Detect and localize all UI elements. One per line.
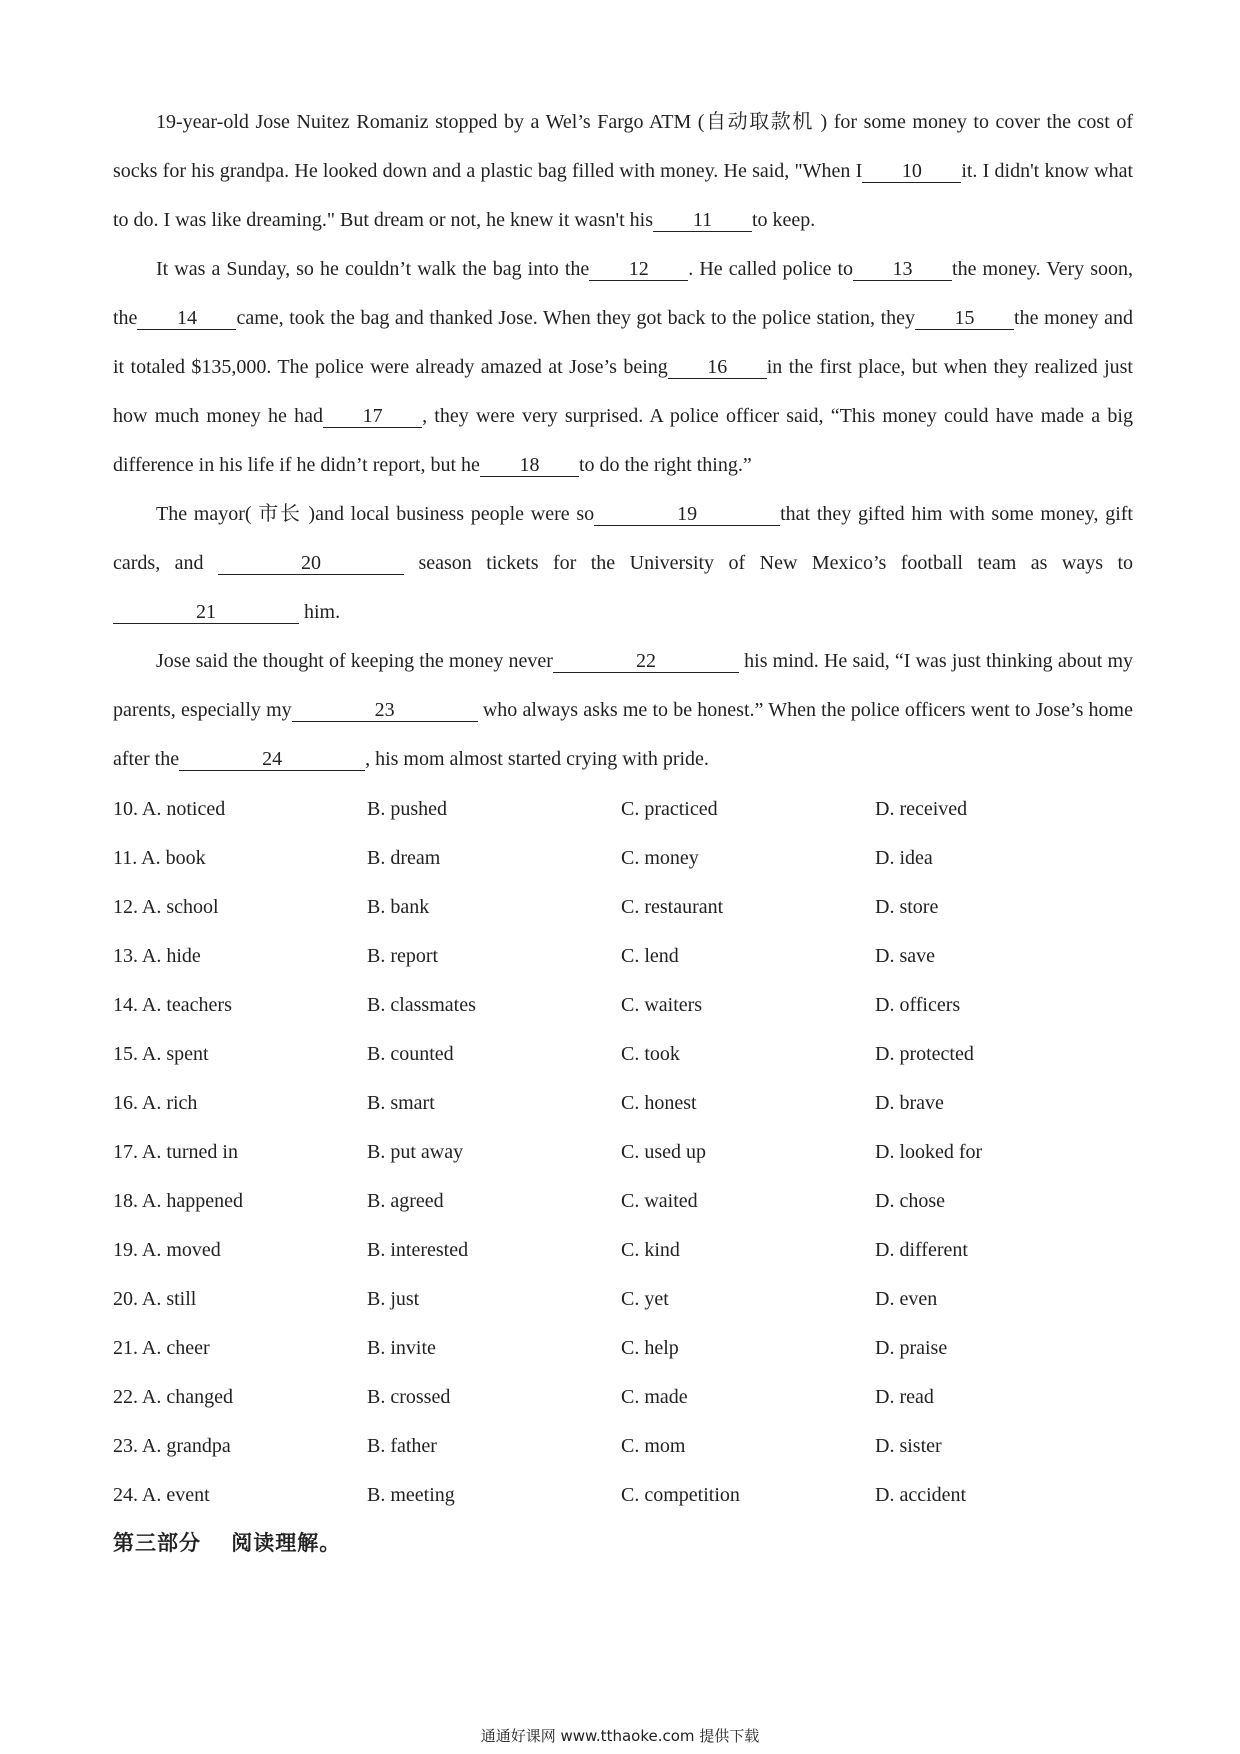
option-d[interactable]: D. officers — [875, 994, 961, 1016]
blank-20[interactable]: 20 — [218, 552, 404, 575]
passage-text: the money. Very soon, the — [113, 258, 1133, 329]
option-c[interactable]: C. lend — [621, 945, 679, 967]
option-d[interactable]: D. sister — [875, 1435, 942, 1457]
passage-paragraph-1 — [113, 98, 1133, 245]
passage-text: it. I didn't know what to do. I was like dreaming." But dream or not, he knew it wasn't his — [113, 160, 1134, 231]
section-title: 第三部分 阅读理解。 — [113, 1531, 342, 1555]
option-d[interactable]: D. different — [875, 1239, 968, 1261]
passage-text: who always asks me to be honest.” When the police officers went to Jose’s home after the — [113, 699, 1133, 770]
option-c[interactable]: C. used up — [621, 1141, 706, 1163]
option-row — [113, 1471, 1133, 1520]
option-b[interactable]: B. pushed — [367, 798, 447, 820]
option-row — [113, 1275, 1133, 1324]
option-a[interactable]: 20. A. still — [113, 1288, 197, 1310]
option-row — [113, 1079, 1133, 1128]
passage-text: Jose said the thought of keeping the money never — [156, 650, 553, 672]
option-row — [113, 1030, 1133, 1079]
passage-text: , they were very surprised. A police officer said, “This money could have made a big difference in his life if he didn’t report, but he — [113, 405, 1133, 476]
option-row — [113, 932, 1133, 981]
option-d[interactable]: D. read — [875, 1386, 934, 1408]
option-row — [113, 1373, 1133, 1422]
option-a[interactable]: 14. A. teachers — [113, 994, 232, 1016]
passage-text: to do the right thing.” — [578, 454, 752, 476]
option-d[interactable]: D. looked for — [875, 1141, 983, 1163]
option-a[interactable]: 18. A. happened — [113, 1190, 243, 1212]
option-b[interactable]: B. father — [367, 1435, 437, 1457]
passage-paragraph-2 — [113, 245, 1133, 490]
option-b[interactable]: B. crossed — [367, 1386, 451, 1408]
option-a[interactable]: 11. A. book — [113, 847, 206, 869]
passage-text: came, took the bag and thanked Jose. When they got back to the police station, they — [236, 307, 916, 329]
option-c[interactable]: C. competition — [621, 1484, 740, 1506]
option-d[interactable]: D. received — [875, 798, 968, 820]
blank-19[interactable]: 19 — [594, 503, 780, 526]
blank-11[interactable]: 11 — [653, 209, 752, 232]
blank-10[interactable]: 10 — [862, 160, 961, 183]
passage-text: , his mom almost started crying with pride. — [365, 748, 709, 770]
option-a[interactable]: 23. A. grandpa — [113, 1435, 231, 1457]
option-b[interactable]: B. dream — [367, 847, 441, 869]
passage-text: that they gifted him with some money, gift cards, and — [113, 503, 1133, 574]
passage-paragraph-3 — [113, 490, 1133, 637]
option-c[interactable]: C. help — [621, 1337, 679, 1359]
option-a[interactable]: 19. A. moved — [113, 1239, 221, 1261]
option-b[interactable]: B. smart — [367, 1092, 435, 1114]
blank-22[interactable]: 22 — [553, 650, 739, 673]
option-b[interactable]: B. counted — [367, 1043, 454, 1065]
blank-23[interactable]: 23 — [292, 699, 478, 722]
option-b[interactable]: B. invite — [367, 1337, 436, 1359]
blank-15[interactable]: 15 — [915, 307, 1014, 330]
option-row — [113, 1177, 1133, 1226]
option-b[interactable]: B. just — [367, 1288, 420, 1310]
option-c[interactable]: C. money — [621, 847, 699, 869]
option-a[interactable]: 10. A. noticed — [113, 798, 226, 820]
passage-text: his mind. He said, “I was just thinking about my parents, especially my — [113, 650, 1134, 721]
option-d[interactable]: D. store — [875, 896, 939, 918]
blank-24[interactable]: 24 — [179, 748, 365, 771]
option-d[interactable]: D. idea — [875, 847, 933, 869]
option-a[interactable]: 12. A. school — [113, 896, 219, 918]
blank-18[interactable]: 18 — [480, 454, 579, 477]
passage-text: It was a Sunday, so he couldn’t walk the bag into the — [156, 258, 590, 280]
option-d[interactable]: D. chose — [875, 1190, 945, 1212]
option-c[interactable]: C. made — [621, 1386, 688, 1408]
page-footer: 通通好课网 www.tthaoke.com 提供下载 — [480, 1727, 760, 1745]
passage-text: The mayor( 市长 )and local business people were so — [156, 503, 595, 525]
option-row — [113, 834, 1133, 883]
passage-text: . He called police to — [688, 258, 854, 280]
option-row — [113, 785, 1133, 834]
option-b[interactable]: B. classmates — [367, 994, 476, 1016]
option-c[interactable]: C. practiced — [621, 798, 718, 820]
option-c[interactable]: C. mom — [621, 1435, 686, 1457]
option-row — [113, 981, 1133, 1030]
blank-12[interactable]: 12 — [589, 258, 688, 281]
option-a[interactable]: 16. A. rich — [113, 1092, 198, 1114]
option-a[interactable]: 17. A. turned in — [113, 1141, 238, 1163]
option-c[interactable]: C. waiters — [621, 994, 703, 1016]
blank-21[interactable]: 21 — [113, 601, 299, 624]
answer-options — [113, 785, 1133, 1520]
option-row — [113, 1324, 1133, 1373]
passage-text: the money and it totaled $135,000. The police were already amazed at Jose’s being — [113, 307, 1133, 378]
option-a[interactable]: 24. A. event — [113, 1484, 210, 1506]
passage-text: in the first place, but when they realized just how much money he had — [113, 356, 1133, 427]
blank-13[interactable]: 13 — [853, 258, 952, 281]
option-d[interactable]: D. save — [875, 945, 935, 967]
option-c[interactable]: C. honest — [621, 1092, 697, 1114]
passage-text: 19-year-old Jose Nuitez Romaniz stopped by a Wel’s Fargo ATM (自动取款机 ) for some money to cover the cost of socks for his grandpa. He looked down and a plastic bag filled with money. He said, "When I — [113, 111, 1133, 182]
option-d[interactable]: D. even — [875, 1288, 938, 1310]
document-page — [113, 98, 1133, 1563]
option-b[interactable]: B. put away — [367, 1141, 464, 1163]
option-b[interactable]: B. agreed — [367, 1190, 444, 1212]
blank-16[interactable]: 16 — [668, 356, 767, 379]
option-d[interactable]: D. accident — [875, 1484, 967, 1506]
option-c[interactable]: C. yet — [621, 1288, 669, 1310]
option-c[interactable]: C. took — [621, 1043, 680, 1065]
option-row — [113, 883, 1133, 932]
option-b[interactable]: B. interested — [367, 1239, 469, 1261]
option-d[interactable]: D. brave — [875, 1092, 944, 1114]
option-a[interactable]: 13. A. hide — [113, 945, 201, 967]
passage-text: season tickets for the University of New Mexico’s football team as ways to — [418, 552, 1134, 574]
passage-text: him. — [304, 601, 341, 623]
option-a[interactable]: 21. A. cheer — [113, 1337, 210, 1359]
option-a[interactable]: 22. A. changed — [113, 1386, 233, 1408]
option-b[interactable]: B. meeting — [367, 1484, 455, 1506]
option-a[interactable]: 15. A. spent — [113, 1043, 209, 1065]
passage-text: to keep. — [752, 209, 816, 231]
blank-17[interactable]: 17 — [323, 405, 422, 428]
blank-14[interactable]: 14 — [137, 307, 236, 330]
option-b[interactable]: B. report — [367, 945, 439, 967]
passage-paragraph-4 — [113, 637, 1133, 784]
option-c[interactable]: C. kind — [621, 1239, 680, 1261]
option-c[interactable]: C. waited — [621, 1190, 698, 1212]
option-d[interactable]: D. protected — [875, 1043, 974, 1065]
option-row — [113, 1226, 1133, 1275]
option-row — [113, 1128, 1133, 1177]
option-d[interactable]: D. praise — [875, 1337, 948, 1359]
option-b[interactable]: B. bank — [367, 896, 430, 918]
option-c[interactable]: C. restaurant — [621, 896, 724, 918]
option-row — [113, 1422, 1133, 1471]
